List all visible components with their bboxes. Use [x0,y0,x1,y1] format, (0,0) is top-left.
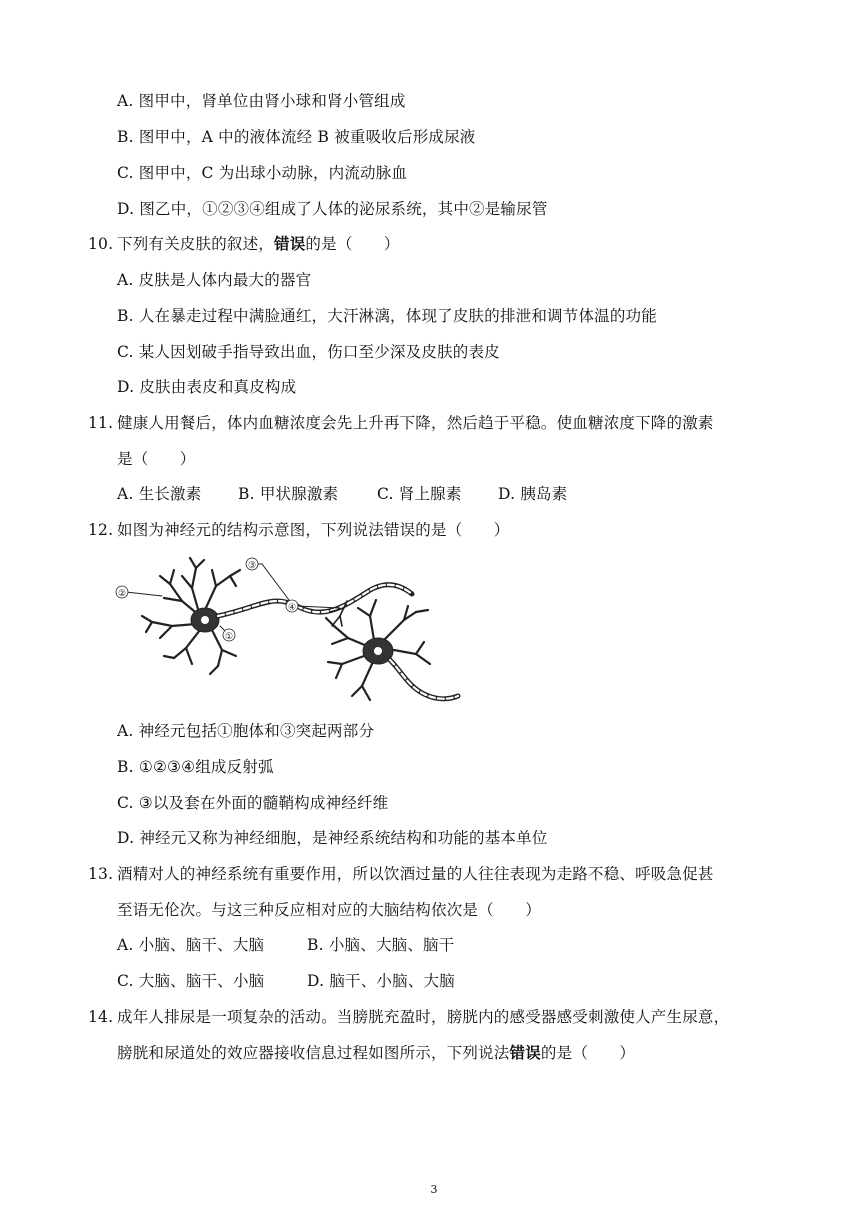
q13-option-b: B. 小脑、大脑、脑干 [307,936,455,954]
neuron-diagram [112,546,462,716]
q12-stem [88,520,510,540]
q12-option-a: A. 神经元包括①胞体和③突起两部分 [117,722,375,740]
q13-stem-text: 酒精对人的神经系统有重要作用，所以饮酒过量的人往往表现为走路不稳、呼吸急促甚 [117,865,714,883]
right-neuron-nucleus [374,647,382,655]
q11-option-b: B. 甲状腺激素 [238,485,339,503]
q14-stem-emphasis: 错误 [509,1043,541,1062]
q9-option-a: A. 图甲中，肾单位由肾小球和肾小管组成 [117,92,406,110]
q14-stem-tail: 的是（ ） [540,1044,636,1062]
q10-stem [88,234,400,254]
q12-number: 12. [88,521,114,539]
q11-option-a: A. 生长激素 [117,485,202,503]
q13-number: 13. [88,865,114,883]
q14-stem-line2 [117,1043,635,1063]
q11-stem-text: 健康人用餐后，体内血糖浓度会先上升再下降，然后趋于平稳。使血糖浓度下降的激素 [117,414,714,432]
q13-stem-line1 [88,864,714,884]
q11-option-c: C. 肾上腺素 [377,485,462,503]
q10-stem-text: 下列有关皮肤的叙述， [117,235,275,253]
q10-stem-emphasis: 错误 [274,234,306,253]
q13-stem-line2: 至语无伦次。与这三种反应相对应的大脑结构依次是（ ） [117,901,541,919]
q12-option-d: D. 神经元又称为神经细胞，是神经系统结构和功能的基本单位 [117,829,548,847]
q11-number: 11. [88,414,114,432]
q13-option-a: A. 小脑、脑干、大脑 [117,936,265,954]
q10-stem-tail: 的是（ ） [305,235,400,253]
q12-stem-text: 如图为神经元的结构示意图，下列说法错误的是（ ） [117,521,510,539]
q13-options-row2 [117,971,455,991]
q12-option-b: B. ①②③④组成反射弧 [117,758,274,776]
q9-option-c: C. 图甲中，C 为出球小动脉，内流动脉血 [117,164,408,182]
axon-terminals [330,601,347,626]
q14-stem-line2-text: 膀胱和尿道处的效应器接收信息过程如图所示，下列说法 [117,1044,510,1062]
q10-option-b: B. 人在暴走过程中满脸通红，大汗淋漓，体现了皮肤的排泄和调节体温的功能 [117,307,657,325]
q10-option-a: A. 皮肤是人体内最大的器官 [117,271,312,289]
q10-option-c: C. 某人因划破手指导致出血，伤口至少深及皮肤的表皮 [117,343,500,361]
q13-option-d: D. 脑干、小脑、大脑 [307,972,455,990]
q11-options [117,484,567,504]
myelin-sheath [218,585,412,616]
label-3: ③ [247,561,257,571]
q11-stem-line1 [88,413,714,433]
q13-options-row1 [117,935,454,955]
page-number: 3 [430,1183,438,1196]
q12-option-c: C. ③以及套在外面的髓鞘构成神经纤维 [117,794,389,812]
left-neuron-nucleus [201,616,209,624]
q14-stem-text: 成年人排尿是一项复杂的活动。当膀胱充盈时，膀胱内的感受器感受刺激使人产生尿意， [117,1008,730,1026]
q9-option-b: B. 图甲中，A 中的液体流经 B 被重吸收后形成尿液 [117,128,476,146]
q14-number: 14. [88,1008,114,1026]
q13-option-c: C. 大脑、脑干、小脑 [117,972,265,990]
q11-option-d: D. 胰岛素 [498,485,568,503]
q9-option-d: D. 图乙中，①②③④组成了人体的泌尿系统，其中②是输尿管 [117,200,548,218]
q10-option-d: D. 皮肤由表皮和真皮构成 [117,378,297,396]
q11-stem-line2: 是（ ） [117,450,196,468]
label-1: ① [224,632,234,642]
label-2: ② [117,589,127,599]
label-4: ④ [287,603,297,613]
right-myelin [390,660,458,699]
q14-stem-line1 [88,1007,729,1027]
q10-number: 10. [88,235,114,253]
